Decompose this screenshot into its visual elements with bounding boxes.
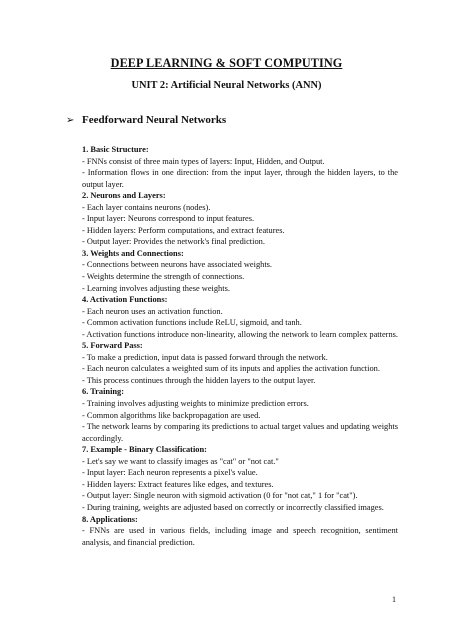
bullet-line: - During training, weights are adjusted based on correctly or incorrectly classified images. xyxy=(82,502,384,512)
subsection-heading: 3. Weights and Connections: xyxy=(82,248,184,258)
document-title: DEEP LEARNING & SOFT COMPUTING xyxy=(110,56,343,70)
bullet-line: - Training involves adjusting weights to minimize prediction errors. xyxy=(82,399,309,409)
subsection-heading: 6. Training: xyxy=(82,387,125,397)
bullet-line: - Hidden layers: Extract features like edges, and textures. xyxy=(82,479,274,489)
bullet-line: - Input layer: Each neuron represents a pixel's value. xyxy=(82,468,258,478)
bullet-line: - Common algorithms like backpropagation are used. xyxy=(82,410,261,420)
subsection-weights-connections xyxy=(82,248,398,294)
subsection-heading: 1. Basic Structure: xyxy=(82,145,149,154)
bullet-line: - Each neuron uses an activation function. xyxy=(82,306,223,316)
subsection-activation-functions xyxy=(82,294,398,340)
bullet-line: - Input layer: Neurons correspond to input features. xyxy=(82,214,255,224)
subsection-forward-pass xyxy=(82,340,398,386)
bullet-line: - Connections between neurons have associated weights. xyxy=(82,260,273,270)
bullet-line: - FNNs consist of three main types of layers: Input, Hidden, and Output. xyxy=(82,156,325,166)
section-title: Feedforward Neural Networks xyxy=(82,114,227,126)
page-number: 1 xyxy=(392,595,396,604)
bullet-line: - Activation functions introduce non-linearity, allowing the network to learn complex patterns. xyxy=(82,329,398,339)
subsection-neurons-layers xyxy=(82,190,398,248)
subsection-heading: 2. Neurons and Layers: xyxy=(82,191,166,201)
bullet-line: - FNNs are used in various fields, including image and speech recognition, sentiment analysis, and financial prediction. xyxy=(82,526,398,547)
subsection-binary-classification xyxy=(82,444,398,513)
subsection-heading: 7. Example - Binary Classification: xyxy=(82,445,207,455)
bullet-line: - Let's say we want to classify images as "cat" or "not cat." xyxy=(82,456,279,466)
subsection-heading: 4. Activation Functions: xyxy=(82,295,168,305)
bullet-line: - Each layer contains neurons (nodes). xyxy=(82,202,211,212)
bullet-line: - Information flows in one direction: from the input layer, through the hidden layers, to the output layer. xyxy=(82,168,398,189)
bullet-line: - Weights determine the strength of connections. xyxy=(82,272,245,282)
subsection-heading: 8. Applications: xyxy=(82,514,138,524)
subsection-applications xyxy=(82,514,398,549)
arrow-bullet-icon: ➢ xyxy=(66,115,75,126)
bullet-line: - To make a prediction, input data is passed forward through the network. xyxy=(82,352,328,362)
bullet-line: - Each neuron calculates a weighted sum of its inputs and applies the activation function. xyxy=(82,364,380,374)
subsection-training xyxy=(82,386,398,444)
bullet-line: - The network learns by comparing its predictions to actual target values and updating weights accordingly. xyxy=(82,422,398,443)
subsection-basic-structure xyxy=(82,144,398,190)
bullet-line: - Output layer: Single neuron with sigmoid activation (0 for "not cat," 1 for "cat"). xyxy=(82,491,358,501)
bullet-line: - This process continues through the hidden layers to the output layer. xyxy=(82,375,316,385)
section-heading xyxy=(66,114,226,126)
unit-subtitle: UNIT 2: Artificial Neural Networks (ANN) xyxy=(131,80,322,91)
bullet-line: - Output layer: Provides the network's final prediction. xyxy=(82,237,265,247)
bullet-line: - Hidden layers: Perform computations, and extract features. xyxy=(82,225,285,235)
subsection-heading: 5. Forward Pass: xyxy=(82,341,143,351)
content-body xyxy=(82,144,398,548)
bullet-line: - Common activation functions include ReLU, sigmoid, and tanh. xyxy=(82,318,302,328)
bullet-line: - Learning involves adjusting these weights. xyxy=(82,283,230,293)
